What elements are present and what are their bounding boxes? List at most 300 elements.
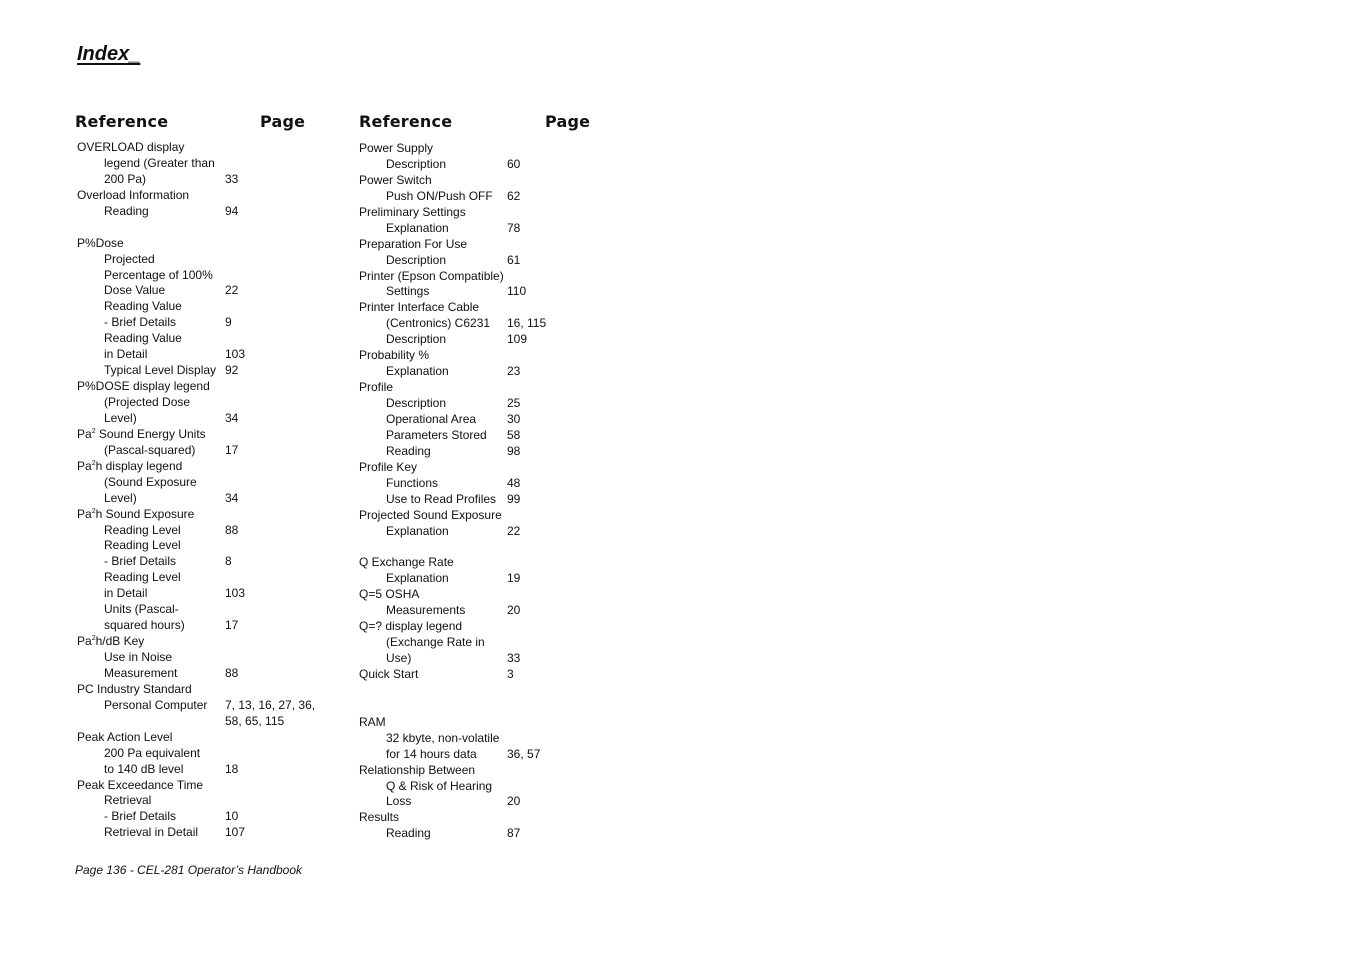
index-entry bbox=[77, 236, 337, 252]
index-entry-label: Pa bbox=[77, 634, 92, 649]
index-entry bbox=[359, 635, 619, 651]
index-entry bbox=[77, 475, 337, 491]
index-entry-text bbox=[77, 682, 192, 698]
index-entry bbox=[359, 237, 619, 253]
index-entry-text bbox=[104, 204, 149, 220]
index-entry bbox=[359, 284, 619, 300]
index-entry bbox=[77, 666, 337, 682]
index-entry-label: Pa bbox=[77, 426, 92, 441]
index-entry bbox=[77, 459, 337, 475]
index-entry-text bbox=[359, 237, 467, 253]
index-entry-label-tail: h display legend bbox=[95, 458, 183, 473]
index-entry-page: 16, 115 bbox=[507, 316, 547, 331]
index-entry-label: Level) bbox=[104, 490, 137, 505]
index-entry bbox=[77, 602, 337, 618]
index-entry bbox=[77, 682, 337, 698]
index-entry-text bbox=[386, 651, 411, 667]
index-entry-label: Explanation bbox=[386, 523, 449, 538]
index-entry bbox=[77, 714, 337, 730]
index-entry bbox=[359, 300, 619, 316]
index-entry bbox=[359, 779, 619, 795]
index-entry-text bbox=[104, 586, 147, 602]
index-entry-page: 19 bbox=[507, 571, 521, 586]
index-entry-page: 36, 57 bbox=[507, 746, 541, 761]
index-entry-label: OVERLOAD display bbox=[77, 140, 185, 154]
index-entry-text bbox=[104, 156, 215, 172]
index-entry-label: P%Dose bbox=[77, 235, 124, 250]
index-entry bbox=[77, 283, 337, 299]
index-entry-label: Peak Exceedance Time bbox=[77, 777, 204, 792]
index-entry bbox=[77, 331, 337, 347]
superscript: 2 bbox=[91, 459, 96, 467]
index-entry-text bbox=[386, 316, 490, 332]
index-entry-page: 33 bbox=[507, 651, 521, 665]
page-footer: Page 136 - CEL-281 Operator’s Handbook bbox=[75, 863, 303, 877]
index-entry-label: Overload Information bbox=[77, 187, 190, 202]
index-entry-label: Typical Level Display bbox=[104, 363, 217, 378]
index-entry-page: 8 bbox=[225, 554, 232, 569]
index-entry bbox=[359, 141, 619, 157]
index-entry-text bbox=[386, 571, 449, 587]
index-entry-text bbox=[359, 763, 475, 779]
index-entry bbox=[359, 539, 619, 555]
index-entry bbox=[359, 173, 619, 189]
index-entry bbox=[359, 444, 619, 460]
index-entry-page: 48 bbox=[507, 475, 521, 490]
index-entry bbox=[77, 554, 337, 570]
index-entry bbox=[77, 698, 337, 714]
index-entry-page: 60 bbox=[507, 156, 521, 171]
index-entry bbox=[359, 826, 619, 842]
index-entry-text bbox=[77, 778, 203, 794]
index-entry-text bbox=[104, 268, 213, 284]
index-entry-text bbox=[104, 331, 182, 347]
index-entry bbox=[359, 428, 619, 444]
index-entry bbox=[359, 651, 619, 667]
index-entry-page: 20 bbox=[507, 794, 521, 809]
index-entry-page: 99 bbox=[507, 491, 521, 506]
index-entry-text bbox=[104, 538, 181, 554]
index-entry-text bbox=[386, 524, 449, 540]
index-entry bbox=[359, 332, 619, 348]
index-entry-page: 17 bbox=[225, 442, 239, 457]
index-entry bbox=[359, 810, 619, 826]
index-entry-text bbox=[104, 475, 197, 491]
index-entry bbox=[359, 699, 619, 715]
index-entry bbox=[359, 348, 619, 364]
index-entry-label: RAM bbox=[359, 714, 386, 729]
index-entry-label: Explanation bbox=[386, 571, 449, 586]
index-entry bbox=[359, 794, 619, 810]
index-entry-text bbox=[386, 779, 492, 795]
index-entry bbox=[359, 619, 619, 635]
index-entry-label: Explanation bbox=[386, 220, 449, 235]
index-entry bbox=[77, 411, 337, 427]
index-entry-text bbox=[104, 762, 183, 778]
index-entry-page: 22 bbox=[507, 523, 521, 538]
index-entry-page: 62 bbox=[507, 188, 521, 203]
index-entry-text bbox=[359, 141, 433, 157]
superscript: 2 bbox=[91, 427, 96, 435]
index-entry-text bbox=[386, 332, 446, 348]
index-entry bbox=[359, 603, 619, 619]
index-entry-label: Push ON/Push OFF bbox=[386, 188, 493, 203]
index-entry-label: Reading bbox=[386, 443, 431, 458]
index-entry-label: P%DOSE display legend bbox=[77, 379, 210, 394]
index-entry bbox=[77, 825, 337, 841]
index-entry-label: Q=5 OSHA bbox=[359, 587, 420, 602]
index-entry-label: Reading Value bbox=[104, 331, 182, 346]
index-entry-label: (Exchange Rate in bbox=[386, 635, 485, 650]
index-left-column bbox=[77, 140, 337, 841]
index-entry bbox=[359, 747, 619, 763]
index-entry-text bbox=[104, 252, 155, 268]
index-entry-page: 34 bbox=[225, 410, 239, 425]
index-entry-label: in Detail bbox=[104, 586, 148, 601]
index-entry-label: - Brief Details bbox=[104, 554, 177, 569]
index-entry bbox=[359, 460, 619, 476]
index-entry-label: Q & Risk of Hearing bbox=[386, 778, 493, 793]
index-entry bbox=[359, 269, 619, 285]
index-entry-text bbox=[77, 507, 194, 523]
index-entry bbox=[77, 523, 337, 539]
index-entry bbox=[359, 412, 619, 428]
index-entry-label-tail: h Sound Exposure bbox=[95, 506, 195, 521]
index-entry bbox=[359, 555, 619, 571]
index-entry-text bbox=[386, 492, 496, 508]
index-entry-page: 110 bbox=[507, 284, 527, 299]
index-entry-label: Power Supply bbox=[359, 141, 434, 155]
index-entry-label: Loss bbox=[386, 794, 412, 809]
index-entry-text bbox=[359, 173, 432, 189]
index-entry-page: 17 bbox=[225, 618, 239, 633]
index-entry bbox=[77, 586, 337, 602]
index-entry-label: Results bbox=[359, 810, 400, 825]
right-reference-header: Reference bbox=[359, 112, 453, 131]
index-entry-text bbox=[386, 635, 485, 651]
index-entry-text bbox=[359, 269, 504, 285]
index-entry-text bbox=[359, 667, 418, 683]
index-entry-text bbox=[386, 284, 429, 300]
index-entry-text bbox=[104, 618, 185, 634]
index-entry-text bbox=[386, 428, 487, 444]
index-entry bbox=[77, 220, 337, 236]
index-entry bbox=[77, 650, 337, 666]
index-entry-label: - Brief Details bbox=[104, 809, 177, 824]
index-entry-text bbox=[386, 253, 446, 269]
index-entry-text bbox=[359, 380, 393, 396]
index-entry-page: 23 bbox=[507, 364, 521, 379]
index-entry-text bbox=[77, 730, 172, 746]
index-entry bbox=[77, 793, 337, 809]
index-entry-label: Percentage of 100% bbox=[104, 267, 213, 282]
index-entry-label: Units (Pascal- bbox=[104, 602, 179, 617]
index-entry-text bbox=[104, 570, 181, 586]
index-entry bbox=[77, 730, 337, 746]
index-entry-label: Projected bbox=[104, 251, 155, 266]
index-entry-page: 88 bbox=[225, 522, 239, 537]
index-entry-text bbox=[104, 491, 137, 507]
index-entry bbox=[359, 587, 619, 603]
index-entry-label: Dose Value bbox=[104, 283, 166, 298]
index-entry-text bbox=[359, 810, 399, 826]
index-entry-text bbox=[359, 460, 417, 476]
index-entry-label: Measurement bbox=[104, 665, 178, 680]
index-entry-label: Probability % bbox=[359, 348, 430, 363]
index-entry bbox=[77, 156, 337, 172]
index-entry-text bbox=[386, 412, 476, 428]
index-entry bbox=[77, 172, 337, 188]
index-entry-page: 7, 13, 16, 27, 36, bbox=[225, 697, 316, 712]
index-entry-text bbox=[104, 746, 200, 762]
left-reference-header: Reference bbox=[75, 112, 169, 131]
index-entry bbox=[77, 347, 337, 363]
index-entry-label: to 140 dB level bbox=[104, 761, 184, 776]
superscript: 2 bbox=[91, 507, 96, 515]
index-entry-label: Measurements bbox=[386, 603, 466, 618]
index-entry-page: 30 bbox=[507, 411, 521, 426]
index-entry-label: Power Switch bbox=[359, 172, 432, 187]
index-entry-text bbox=[104, 443, 195, 459]
index-entry-label: Preliminary Settings bbox=[359, 204, 466, 219]
index-entry-text bbox=[104, 172, 146, 188]
index-entry-label: (Sound Exposure bbox=[104, 474, 197, 489]
index-entry-label-tail: h/dB Key bbox=[95, 634, 145, 649]
index-entry-text bbox=[104, 395, 190, 411]
index-entry-label: squared hours) bbox=[104, 618, 185, 633]
index-entry-label: Reading Level bbox=[104, 538, 181, 553]
index-entry bbox=[77, 363, 337, 379]
index-entry-text bbox=[386, 364, 449, 380]
index-entry-page: 9 bbox=[225, 315, 232, 330]
index-entry-text bbox=[77, 634, 144, 650]
index-entry-label: Description bbox=[386, 156, 447, 171]
index-entry-text bbox=[386, 826, 431, 842]
index-entry-text bbox=[104, 809, 176, 825]
index-entry-text bbox=[104, 698, 207, 714]
right-page-header: Page bbox=[545, 112, 591, 131]
index-entry bbox=[77, 379, 337, 395]
index-entry bbox=[359, 396, 619, 412]
index-entry bbox=[77, 746, 337, 762]
index-entry-text bbox=[386, 221, 449, 237]
index-entry-page: 34 bbox=[225, 490, 239, 505]
index-entry-label: (Pascal-squared) bbox=[104, 442, 196, 457]
index-entry-label: Description bbox=[386, 332, 447, 347]
index-entry-page: 20 bbox=[507, 603, 521, 618]
index-entry bbox=[77, 140, 337, 156]
index-entry-text bbox=[77, 379, 210, 395]
index-entry-text bbox=[104, 363, 216, 379]
index-entry-text bbox=[104, 825, 198, 841]
index-entry-label: Retrieval in Detail bbox=[104, 825, 199, 840]
index-entry bbox=[77, 315, 337, 331]
index-entry-label: Profile bbox=[359, 380, 394, 395]
index-entry-label: Use in Noise bbox=[104, 650, 173, 664]
index-entry-label-tail: Sound Energy Units bbox=[95, 426, 206, 441]
index-entry-text bbox=[77, 236, 124, 252]
index-entry-text bbox=[77, 140, 184, 156]
index-entry-page: 92 bbox=[225, 363, 239, 378]
index-entry bbox=[77, 570, 337, 586]
index-entry bbox=[359, 476, 619, 492]
index-entry bbox=[77, 491, 337, 507]
index-entry-text bbox=[386, 396, 446, 412]
index-entry-label: Preparation For Use bbox=[359, 236, 468, 251]
index-entry-text bbox=[359, 300, 479, 316]
index-entry-label: Quick Start bbox=[359, 666, 419, 681]
index-entry bbox=[77, 778, 337, 794]
index-entry-text bbox=[386, 731, 499, 747]
index-entry-label: Projected Sound Exposure bbox=[359, 507, 502, 522]
index-entry-label: Functions bbox=[386, 475, 439, 490]
index-entry-label: 200 Pa equivalent bbox=[104, 745, 201, 760]
index-entry-label: PC Industry Standard bbox=[77, 681, 192, 696]
index-entry-label: in Detail bbox=[104, 347, 148, 362]
index-entry-page: 33 bbox=[225, 171, 239, 186]
index-entry-label: legend (Greater than bbox=[104, 155, 215, 170]
left-page-header: Page bbox=[260, 112, 306, 131]
index-entry-text bbox=[386, 157, 446, 173]
index-entry-label: Explanation bbox=[386, 364, 449, 379]
index-entry-page: 94 bbox=[225, 203, 239, 218]
index-entry-page: 18 bbox=[225, 761, 239, 776]
index-entry bbox=[77, 252, 337, 268]
index-entry bbox=[359, 253, 619, 269]
index-entry-text bbox=[386, 189, 493, 205]
index-entry-text bbox=[386, 444, 431, 460]
index-entry bbox=[359, 380, 619, 396]
index-entry bbox=[77, 443, 337, 459]
index-entry-page: 87 bbox=[507, 826, 521, 841]
index-entry-text bbox=[77, 459, 182, 475]
index-entry bbox=[77, 634, 337, 650]
index-entry-label: Reading Value bbox=[104, 299, 182, 314]
index-entry-label: Relationship Between bbox=[359, 762, 476, 777]
index-entry-text bbox=[386, 603, 465, 619]
index-entry-page: 10 bbox=[225, 809, 239, 824]
index-entry bbox=[359, 189, 619, 205]
index-entry-text bbox=[104, 650, 172, 666]
index-entry-text bbox=[359, 715, 386, 731]
index-entry bbox=[359, 763, 619, 779]
index-entry-text bbox=[104, 523, 181, 539]
index-entry-page: 25 bbox=[507, 396, 521, 410]
index-entry-text bbox=[359, 205, 466, 221]
index-entry bbox=[77, 268, 337, 284]
index-entry-text bbox=[104, 666, 177, 682]
index-entry-text bbox=[104, 315, 176, 331]
index-entry-page: 109 bbox=[507, 332, 528, 347]
index-entry-text bbox=[104, 283, 165, 299]
index-entry bbox=[77, 618, 337, 634]
index-entry-label: Q Exchange Rate bbox=[359, 555, 454, 570]
index-entry bbox=[359, 571, 619, 587]
index-entry-page: 98 bbox=[507, 443, 521, 458]
index-entry-text bbox=[359, 555, 454, 571]
index-entry bbox=[359, 731, 619, 747]
index-entry bbox=[359, 316, 619, 332]
index-entry-text bbox=[386, 476, 438, 492]
index-entry-page: 61 bbox=[507, 252, 521, 267]
index-entry-label: Pa bbox=[77, 458, 92, 473]
index-entry-label: Parameters Stored bbox=[386, 427, 487, 442]
index-entry-label: Peak Action Level bbox=[77, 729, 173, 744]
index-entry bbox=[359, 157, 619, 173]
index-entry bbox=[77, 762, 337, 778]
index-entry-label: Operational Area bbox=[386, 411, 477, 426]
index-entry-page: 58 bbox=[507, 427, 521, 442]
index-entry-page: 58, 65, 115 bbox=[225, 713, 285, 728]
index-entry-label: 32 kbyte, non-volatile bbox=[386, 730, 500, 745]
index-entry-text bbox=[77, 427, 206, 443]
index-entry-label: Reading bbox=[386, 826, 431, 841]
index-entry bbox=[77, 507, 337, 523]
index-entry-page: 3 bbox=[507, 666, 514, 681]
index-entry-label: Use) bbox=[386, 651, 412, 665]
index-entry bbox=[359, 205, 619, 221]
index-entry-text bbox=[386, 747, 477, 763]
index-entry-label: Reading Level bbox=[104, 570, 181, 585]
index-entry-page: 107 bbox=[225, 825, 246, 840]
index-entry-label: Printer Interface Cable bbox=[359, 300, 480, 315]
index-entry-label: Settings bbox=[386, 284, 430, 299]
superscript: 2 bbox=[91, 635, 96, 643]
index-entry bbox=[359, 508, 619, 524]
index-entry-text bbox=[359, 348, 429, 364]
index-entry-label: Pa bbox=[77, 506, 92, 521]
index-entry bbox=[359, 715, 619, 731]
index-entry-label: Profile Key bbox=[359, 459, 418, 474]
index-entry-label: Retrieval bbox=[104, 793, 152, 808]
index-entry-label: Printer (Epson Compatible) bbox=[359, 268, 504, 283]
index-entry-label: - Brief Details bbox=[104, 315, 177, 330]
index-entry bbox=[77, 538, 337, 554]
index-entry bbox=[77, 204, 337, 220]
index-entry-page: 103 bbox=[225, 586, 246, 601]
index-entry-text bbox=[104, 602, 179, 618]
index-entry bbox=[359, 492, 619, 508]
index-entry bbox=[77, 427, 337, 443]
index-entry-text bbox=[104, 347, 147, 363]
index-entry bbox=[77, 395, 337, 411]
index-entry bbox=[77, 809, 337, 825]
index-entry bbox=[77, 188, 337, 204]
page-title: Index_ bbox=[77, 43, 141, 65]
index-entry-page: 22 bbox=[225, 283, 239, 298]
index-entry-label: Reading Level bbox=[104, 522, 181, 537]
index-entry bbox=[359, 221, 619, 237]
index-entry-text bbox=[104, 793, 151, 809]
index-entry-label: (Projected Dose bbox=[104, 395, 191, 409]
index-entry-label: (Centronics) C6231 bbox=[386, 316, 491, 331]
index-entry-label: Q=? display legend bbox=[359, 619, 463, 634]
index-entry-page: 88 bbox=[225, 665, 239, 680]
index-entry bbox=[359, 667, 619, 683]
index-right-column bbox=[359, 141, 619, 842]
index-entry-text bbox=[359, 619, 462, 635]
index-entry-label: Use to Read Profiles bbox=[386, 491, 497, 506]
index-entry-text bbox=[104, 411, 137, 427]
index-entry bbox=[359, 364, 619, 380]
index-entry-label: for 14 hours data bbox=[386, 746, 477, 761]
index-entry-text bbox=[359, 587, 419, 603]
index-entry-label: Description bbox=[386, 252, 447, 267]
index-entry bbox=[77, 299, 337, 315]
index-entry-label: Personal Computer bbox=[104, 697, 208, 712]
index-entry-text bbox=[386, 794, 411, 810]
index-entry-text bbox=[359, 508, 502, 524]
